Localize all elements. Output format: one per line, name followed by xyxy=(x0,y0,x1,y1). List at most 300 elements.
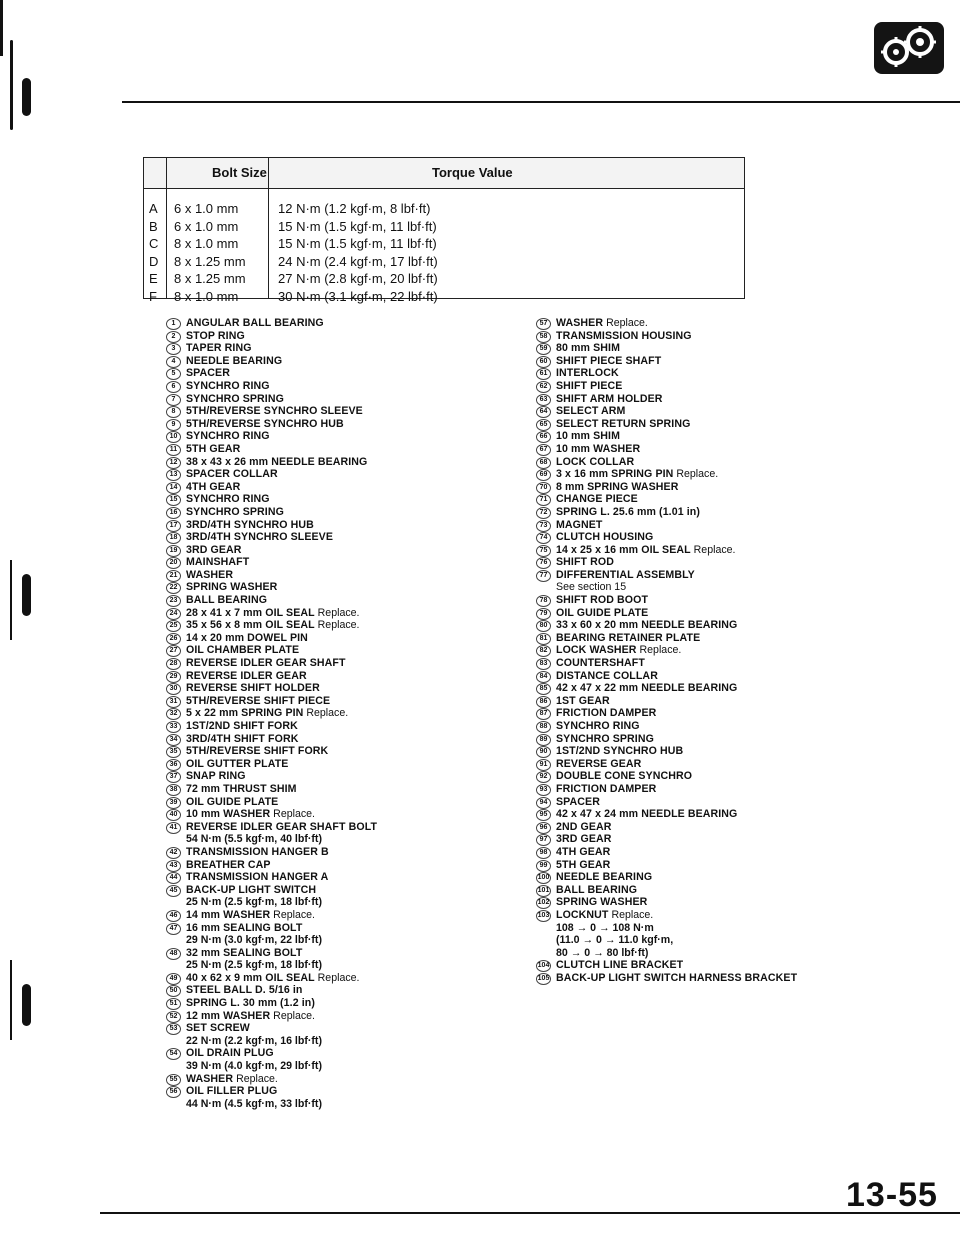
part-label: 10 mm WASHER xyxy=(186,808,271,821)
part-item xyxy=(536,493,797,506)
torque-row-id: A xyxy=(149,201,158,216)
part-label: BALL BEARING xyxy=(556,883,638,896)
part-label: SET SCREW xyxy=(186,1022,250,1035)
part-item xyxy=(166,619,377,632)
part-note: Replace. xyxy=(317,971,360,984)
part-item xyxy=(166,808,377,821)
part-item xyxy=(536,443,797,456)
part-label: 2ND GEAR xyxy=(556,820,612,833)
part-label: FRICTION DAMPER xyxy=(556,782,657,795)
part-label: 5TH GEAR xyxy=(556,858,611,871)
part-number-badge: 68 xyxy=(536,457,551,469)
part-number-badge: 61 xyxy=(536,368,551,380)
part-number-badge: 45 xyxy=(166,885,181,897)
bottom-margin-rule xyxy=(10,960,12,1040)
part-note: Replace. xyxy=(317,619,360,632)
part-number-badge: 81 xyxy=(536,633,551,645)
part-number-badge: 85 xyxy=(536,683,551,695)
part-item xyxy=(536,393,797,406)
part-number-badge: 73 xyxy=(536,520,551,532)
part-note: Replace. xyxy=(273,808,315,821)
part-label: WASHER xyxy=(186,1072,234,1085)
part-number-badge: 78 xyxy=(536,595,551,607)
part-item xyxy=(166,493,377,506)
part-number-badge: 98 xyxy=(536,847,551,859)
part-item xyxy=(536,758,797,771)
part-item xyxy=(166,342,377,355)
part-item xyxy=(166,581,377,594)
part-item xyxy=(536,594,797,607)
part-number-badge: 70 xyxy=(536,482,551,494)
part-note: Replace. xyxy=(273,908,315,921)
bolt-size-header: Bolt Size xyxy=(212,165,267,180)
torque-row-value: 27 N·m (2.8 kgf·m, 20 lbf·ft) xyxy=(278,271,438,286)
part-label: STOP RING xyxy=(186,329,245,342)
part-item xyxy=(166,796,377,809)
part-item xyxy=(536,330,797,343)
part-number-badge: 25 xyxy=(166,620,181,632)
part-label: BALL BEARING xyxy=(186,594,268,607)
part-item xyxy=(166,556,377,569)
part-number-badge: 17 xyxy=(166,520,181,532)
part-number-badge: 54 xyxy=(166,1048,181,1060)
part-item xyxy=(536,745,797,758)
part-item xyxy=(536,871,797,884)
part-label: SPACER xyxy=(186,367,230,380)
part-item xyxy=(536,859,797,872)
binding-mark-top xyxy=(10,40,13,130)
part-label: SHIFT ARM HOLDER xyxy=(556,392,663,405)
part-label: 10 mm SHIM xyxy=(556,430,620,443)
part-number-badge: 101 xyxy=(536,885,551,897)
part-item xyxy=(166,607,377,620)
part-item xyxy=(166,317,377,330)
part-item xyxy=(536,657,797,670)
part-label: CLUTCH LINE BRACKET xyxy=(556,959,684,972)
part-item xyxy=(536,430,797,443)
part-label: 35 x 56 x 8 mm OIL SEAL xyxy=(186,619,315,632)
part-label: 3RD/4TH SHIFT FORK xyxy=(186,732,299,745)
part-item xyxy=(166,733,377,746)
part-item xyxy=(166,783,377,796)
binding-mark-bottom xyxy=(22,984,31,1026)
part-number-badge: 1 xyxy=(166,318,181,330)
part-number-badge: 72 xyxy=(536,507,551,519)
part-label: OIL GUIDE PLATE xyxy=(186,795,279,808)
part-label: 3RD/4TH SYNCHRO HUB xyxy=(186,518,314,531)
part-label: OIL GUTTER PLATE xyxy=(186,757,289,770)
part-label: SELECT RETURN SPRING xyxy=(556,417,691,430)
part-number-badge: 100 xyxy=(536,872,551,884)
torque-row-size: 8 x 1.25 mm xyxy=(174,253,246,269)
part-number-badge: 12 xyxy=(166,457,181,469)
part-label: WASHER xyxy=(556,317,604,329)
part-label: 3 x 16 mm SPRING PIN xyxy=(556,468,674,481)
part-item xyxy=(166,972,377,985)
part-label: REVERSE IDLER GEAR SHAFT BOLT xyxy=(186,820,378,833)
part-item xyxy=(536,607,797,620)
header-rule xyxy=(122,101,960,103)
part-item xyxy=(166,1022,377,1047)
part-item xyxy=(166,1073,377,1086)
part-item xyxy=(166,745,377,758)
part-note: Replace. xyxy=(306,707,349,720)
part-item xyxy=(536,682,797,695)
part-item xyxy=(166,984,377,997)
part-number-badge: 6 xyxy=(166,381,181,393)
part-label: TRANSMISSION HOUSING xyxy=(556,329,692,342)
part-item xyxy=(536,569,797,594)
part-item xyxy=(166,682,377,695)
part-number-badge: 51 xyxy=(166,998,181,1010)
part-item xyxy=(166,531,377,544)
part-item xyxy=(166,884,377,909)
part-item xyxy=(166,544,377,557)
part-label: SHIFT PIECE xyxy=(556,379,623,392)
part-item xyxy=(166,367,377,380)
part-label: 42 x 47 x 24 mm NEEDLE BEARING xyxy=(556,808,738,821)
part-label: 5 x 22 mm SPRING PIN xyxy=(186,707,304,720)
torque-row-size: 6 x 1.0 mm xyxy=(174,201,239,216)
part-item xyxy=(536,707,797,720)
part-number-badge: 87 xyxy=(536,708,551,720)
torque-row-value: 15 N·m (1.5 kgf·m, 11 lbf·ft) xyxy=(278,236,437,251)
part-number-badge: 55 xyxy=(166,1074,181,1086)
part-number-badge: 15 xyxy=(166,494,181,506)
part-label: 3RD GEAR xyxy=(556,833,612,846)
part-label: LOCK WASHER xyxy=(556,644,637,657)
part-number-badge: 49 xyxy=(166,973,181,985)
part-torque-spec: 22 N·m (2.2 kgf·m, 16 lbf·ft) xyxy=(186,1034,322,1047)
part-number-badge: 28 xyxy=(166,658,181,670)
part-torque-spec: 108 → 0 → 108 N·m xyxy=(556,921,654,934)
part-number-badge: 75 xyxy=(536,545,551,557)
bottom-rule xyxy=(100,1212,960,1214)
part-label: REVERSE SHIFT HOLDER xyxy=(186,682,320,695)
part-item xyxy=(166,670,377,683)
part-number-badge: 77 xyxy=(536,570,551,582)
middle-margin-rule xyxy=(10,560,12,640)
part-number-badge: 40 xyxy=(166,809,181,821)
part-label: BREATHER CAP xyxy=(186,858,271,871)
part-label: LOCK COLLAR xyxy=(556,455,635,468)
part-item xyxy=(166,569,377,582)
part-number-badge: 82 xyxy=(536,645,551,657)
part-item xyxy=(536,481,797,494)
part-label: REVERSE GEAR xyxy=(556,757,642,770)
part-label: FRICTION DAMPER xyxy=(556,707,657,720)
part-item xyxy=(166,481,377,494)
part-item xyxy=(536,632,797,645)
part-label: 42 x 47 x 22 mm NEEDLE BEARING xyxy=(556,682,738,695)
part-label: BEARING RETAINER PLATE xyxy=(556,631,701,644)
part-label: 4TH GEAR xyxy=(186,480,241,493)
part-label: MAGNET xyxy=(556,518,603,531)
part-number-badge: 39 xyxy=(166,797,181,809)
part-item xyxy=(536,619,797,632)
parts-list-right xyxy=(536,317,797,984)
part-number-badge: 46 xyxy=(166,910,181,922)
part-label: 33 x 60 x 20 mm NEEDLE BEARING xyxy=(556,619,738,632)
part-item xyxy=(536,405,797,418)
part-number-badge: 99 xyxy=(536,860,551,872)
part-number-badge: 38 xyxy=(166,784,181,796)
part-number-badge: 105 xyxy=(536,973,551,985)
part-label: COUNTERSHAFT xyxy=(556,657,645,670)
part-note: Replace. xyxy=(611,908,654,921)
part-label: SPRING L. 25.6 mm (1.01 in) xyxy=(556,505,700,518)
part-label: SHIFT ROD BOOT xyxy=(556,594,649,607)
part-label: 12 mm WASHER xyxy=(186,1009,271,1022)
part-item xyxy=(536,556,797,569)
part-item xyxy=(166,405,377,418)
part-number-badge: 90 xyxy=(536,746,551,758)
part-number-badge: 13 xyxy=(166,469,181,481)
part-label: CLUTCH HOUSING xyxy=(556,531,654,544)
part-torque-spec: 25 N·m (2.5 kgf·m, 18 lbf·ft) xyxy=(186,896,322,909)
part-number-badge: 95 xyxy=(536,809,551,821)
part-item xyxy=(536,670,797,683)
part-label: 3RD GEAR xyxy=(186,543,242,556)
part-number-badge: 42 xyxy=(166,847,181,859)
part-item xyxy=(536,342,797,355)
part-item xyxy=(166,770,377,783)
part-item xyxy=(536,909,797,959)
part-item xyxy=(166,997,377,1010)
part-number-badge: 9 xyxy=(166,419,181,431)
part-number-badge: 79 xyxy=(536,608,551,620)
torque-row-size: 8 x 1.25 mm xyxy=(174,271,246,286)
part-number-badge: 37 xyxy=(166,771,181,783)
part-label: 5TH/REVERSE SYNCHRO SLEEVE xyxy=(186,405,363,418)
part-label: 14 x 25 x 16 mm OIL SEAL xyxy=(556,543,691,556)
part-label: REVERSE IDLER GEAR SHAFT xyxy=(186,657,346,670)
part-label: 8 mm SPRING WASHER xyxy=(556,480,679,493)
part-number-badge: 103 xyxy=(536,910,551,922)
part-number-badge: 31 xyxy=(166,696,181,708)
part-number-badge: 30 xyxy=(166,683,181,695)
part-item xyxy=(166,720,377,733)
part-label: 5TH GEAR xyxy=(186,442,241,455)
part-label: 10 mm WASHER xyxy=(556,442,641,455)
part-item xyxy=(536,796,797,809)
part-number-badge: 16 xyxy=(166,507,181,519)
part-torque-spec: 25 N·m (2.5 kgf·m, 18 lbf·ft) xyxy=(186,959,322,972)
torque-row-id: F xyxy=(149,288,157,304)
part-number-badge: 57 xyxy=(536,318,551,330)
part-number-badge: 91 xyxy=(536,759,551,771)
part-number-badge: 76 xyxy=(536,557,551,569)
part-label: SELECT ARM xyxy=(556,405,626,418)
part-number-badge: 97 xyxy=(536,834,551,846)
part-label: OIL DRAIN PLUG xyxy=(186,1047,274,1060)
part-number-badge: 59 xyxy=(536,343,551,355)
part-item xyxy=(536,380,797,393)
part-item xyxy=(166,695,377,708)
part-item xyxy=(166,594,377,607)
part-label: 28 x 41 x 7 mm OIL SEAL xyxy=(186,606,315,619)
part-item xyxy=(536,821,797,834)
part-number-badge: 44 xyxy=(166,872,181,884)
torque-row-size: 6 x 1.0 mm xyxy=(174,218,239,234)
part-item xyxy=(536,506,797,519)
part-torque-spec: (11.0 → 0 → 11.0 kgf·m, xyxy=(556,934,674,947)
part-number-badge: 26 xyxy=(166,633,181,645)
part-item xyxy=(536,833,797,846)
parts-list-left xyxy=(166,317,377,1110)
part-number-badge: 56 xyxy=(166,1086,181,1098)
part-number-badge: 94 xyxy=(536,797,551,809)
part-number-badge: 64 xyxy=(536,406,551,418)
part-number-badge: 7 xyxy=(166,394,181,406)
part-item xyxy=(536,468,797,481)
part-item xyxy=(536,783,797,796)
part-number-badge: 102 xyxy=(536,897,551,909)
part-item xyxy=(166,758,377,771)
part-item xyxy=(536,972,797,985)
part-item xyxy=(166,644,377,657)
part-number-badge: 10 xyxy=(166,431,181,443)
part-number-badge: 86 xyxy=(536,696,551,708)
part-item xyxy=(536,733,797,746)
page-number: 13-55 xyxy=(846,1176,938,1214)
part-number-badge: 96 xyxy=(536,822,551,834)
part-label: 1ST GEAR xyxy=(556,694,610,707)
part-number-badge: 89 xyxy=(536,734,551,746)
part-label: 1ST/2ND SYNCHRO HUB xyxy=(556,745,684,758)
torque-table-header xyxy=(144,158,744,189)
part-number-badge: 5 xyxy=(166,368,181,380)
part-item xyxy=(166,846,377,859)
part-number-badge: 35 xyxy=(166,746,181,758)
part-label: SYNCHRO RING xyxy=(186,493,270,506)
part-number-badge: 92 xyxy=(536,771,551,783)
part-label: OIL GUIDE PLATE xyxy=(556,606,649,619)
part-number-badge: 41 xyxy=(166,822,181,834)
part-number-badge: 34 xyxy=(166,734,181,746)
part-label: 16 mm SEALING BOLT xyxy=(186,921,303,934)
part-label: SHIFT ROD xyxy=(556,556,614,569)
part-label: DOUBLE CONE SYNCHRO xyxy=(556,770,693,783)
part-label: SPRING L. 30 mm (1.2 in) xyxy=(186,997,315,1010)
part-item xyxy=(166,443,377,456)
torque-value-header: Torque Value xyxy=(432,165,513,180)
torque-row-value: 12 N·m (1.2 kgf·m, 8 lbf·ft) xyxy=(278,201,431,216)
part-item xyxy=(166,859,377,872)
part-torque-spec: 39 N·m (4.0 kgf·m, 29 lbf·ft) xyxy=(186,1060,322,1073)
torque-table xyxy=(143,157,745,304)
part-item xyxy=(536,544,797,557)
part-item xyxy=(166,506,377,519)
part-label: DISTANCE COLLAR xyxy=(556,669,658,682)
part-item xyxy=(166,922,377,947)
part-item xyxy=(166,632,377,645)
part-label: SYNCHRO SPRING xyxy=(186,505,284,518)
part-label: REVERSE IDLER GEAR xyxy=(186,669,307,682)
part-note: Replace. xyxy=(606,317,648,329)
part-item xyxy=(166,871,377,884)
part-label: OIL FILLER PLUG xyxy=(186,1085,278,1098)
torque-row-id: D xyxy=(149,253,159,269)
part-label: LOCKNUT xyxy=(556,908,609,921)
part-item xyxy=(536,418,797,431)
part-number-badge: 58 xyxy=(536,331,551,343)
part-label: 5TH/REVERSE SYNCHRO HUB xyxy=(186,417,344,430)
part-label: SPACER COLLAR xyxy=(186,468,278,481)
part-item xyxy=(166,1085,377,1110)
part-number-badge: 66 xyxy=(536,431,551,443)
part-number-badge: 27 xyxy=(166,645,181,657)
part-number-badge: 83 xyxy=(536,658,551,670)
part-label: TAPER RING xyxy=(186,342,252,355)
part-label: 14 mm WASHER xyxy=(186,908,271,921)
part-label: SPACER xyxy=(556,795,600,808)
part-number-badge: 8 xyxy=(166,406,181,418)
part-item xyxy=(166,330,377,343)
binding-mark-top-dot xyxy=(22,78,31,116)
part-item xyxy=(536,720,797,733)
part-item xyxy=(536,884,797,897)
part-torque-spec: 29 N·m (3.0 kgf·m, 22 lbf·ft) xyxy=(186,934,322,947)
part-label: 4TH GEAR xyxy=(556,845,611,858)
part-item xyxy=(536,695,797,708)
part-number-badge: 3 xyxy=(166,343,181,355)
part-number-badge: 21 xyxy=(166,570,181,582)
part-number-badge: 62 xyxy=(536,381,551,393)
part-number-badge: 29 xyxy=(166,671,181,683)
part-item xyxy=(536,896,797,909)
part-item xyxy=(536,959,797,972)
part-item xyxy=(166,380,377,393)
part-number-badge: 48 xyxy=(166,948,181,960)
part-label: OIL CHAMBER PLATE xyxy=(186,644,300,657)
binding-mark-middle xyxy=(22,574,31,616)
part-torque-spec: 44 N·m (4.5 kgf·m, 33 lbf·ft) xyxy=(186,1097,322,1110)
top-margin-rule xyxy=(0,0,3,56)
part-label: 72 mm THRUST SHIM xyxy=(186,782,297,795)
part-label: 14 x 20 mm DOWEL PIN xyxy=(186,631,308,644)
part-label: SYNCHRO RING xyxy=(186,379,270,392)
part-label: MAINSHAFT xyxy=(186,556,250,569)
part-number-badge: 33 xyxy=(166,721,181,733)
part-item xyxy=(536,355,797,368)
part-torque-spec: 80 → 0 → 80 lbf·ft) xyxy=(556,946,649,959)
part-item xyxy=(166,456,377,469)
part-label: SPRING WASHER xyxy=(556,896,648,909)
part-reference: See section 15 xyxy=(556,581,627,594)
part-label: SNAP RING xyxy=(186,770,246,783)
part-number-badge: 67 xyxy=(536,444,551,456)
part-note: Replace. xyxy=(676,468,719,481)
part-label: SYNCHRO RING xyxy=(556,720,640,732)
part-label: 80 mm SHIM xyxy=(556,342,620,355)
part-label: SPRING WASHER xyxy=(186,581,278,594)
part-item xyxy=(166,393,377,406)
part-item xyxy=(536,644,797,657)
part-number-badge: 74 xyxy=(536,532,551,544)
part-label: NEEDLE BEARING xyxy=(186,354,283,367)
part-number-badge: 50 xyxy=(166,985,181,997)
part-number-badge: 63 xyxy=(536,394,551,406)
part-label: TRANSMISSION HANGER A xyxy=(186,871,329,884)
part-item xyxy=(166,1010,377,1023)
part-number-badge: 53 xyxy=(166,1023,181,1035)
part-label: TRANSMISSION HANGER B xyxy=(186,845,329,858)
torque-row-id: E xyxy=(149,271,158,286)
part-label: 38 x 43 x 26 mm NEEDLE BEARING xyxy=(186,455,368,468)
part-label: 1ST/2ND SHIFT FORK xyxy=(186,720,298,732)
part-item xyxy=(536,846,797,859)
